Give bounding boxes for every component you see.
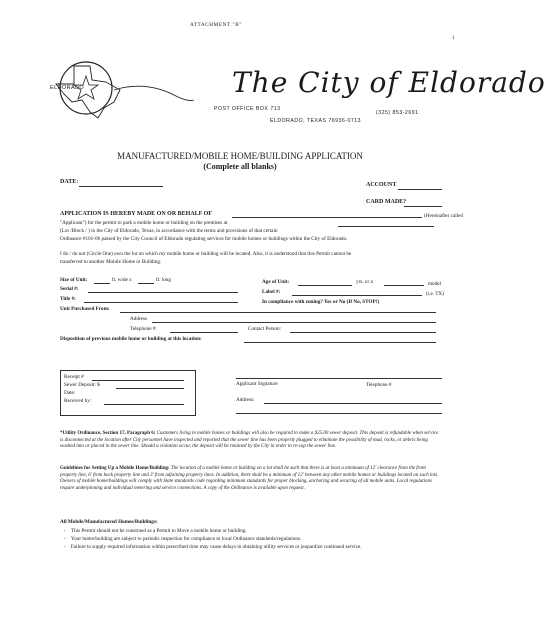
application-line3: (Lot /Block / ) in the City of Eldorado, Texas, in accordance with the terms and provisions of that certain bbox=[60, 228, 278, 234]
applicant-signature-label: Applicant Signature bbox=[236, 381, 278, 387]
premises-field[interactable] bbox=[338, 226, 434, 227]
model-label: model bbox=[428, 281, 441, 287]
purchased-from-field[interactable] bbox=[120, 312, 436, 313]
ownership-line2: transferred to another Mobile Home or Building. bbox=[60, 259, 162, 265]
receipt-label: Receipt # bbox=[64, 374, 84, 380]
application-line4: Ordinance #101-06 passed by the City Council of Eldorado regulating services for mobile homes or buildings within the City of Eldorado. bbox=[60, 236, 348, 242]
account-field[interactable] bbox=[398, 189, 442, 190]
signature-address-field-2[interactable] bbox=[236, 413, 442, 414]
logo-text: ELDORADO bbox=[50, 85, 85, 91]
telephone-label: Telephone #: bbox=[130, 326, 157, 332]
size-label: Size of Unit: bbox=[60, 277, 88, 283]
label-number-label: Label #: bbox=[262, 289, 281, 295]
form-subtitle: (Complete all blanks) bbox=[203, 162, 277, 171]
serial-label: Serial #: bbox=[60, 286, 79, 292]
application-line2: "Applicant") for the permit to park a mobile home or building on the premises at bbox=[60, 220, 228, 226]
page-mark: 1 bbox=[452, 36, 455, 41]
utility-heading: *Utility Ordinance, Section 17, Paragraph 6: bbox=[60, 431, 156, 436]
date-field[interactable] bbox=[79, 186, 163, 187]
received-by-label: Received by: bbox=[64, 398, 92, 404]
city-title: The City of Eldorado bbox=[232, 66, 546, 99]
city-phone: (325) 853-2691 bbox=[376, 110, 419, 116]
list-item: This Permit should not be construed as a Permit to Move a mobile home or building. bbox=[70, 528, 247, 534]
utility-ordinance-paragraph bbox=[60, 431, 442, 451]
city-address: ELDORADO, TEXAS 76936-0713 bbox=[270, 118, 362, 124]
guidelines-paragraph bbox=[60, 466, 442, 492]
all-homes-heading: All Mobile/Manufactured Homes/Buildings: bbox=[60, 519, 158, 525]
signature-telephone-label: Telephone # bbox=[366, 382, 392, 388]
address-label: Address bbox=[130, 316, 148, 322]
age-field[interactable] bbox=[298, 285, 352, 286]
ownership-line1: I do / do not (Circle One) own the lot on which my mobile home or building will be located. Also, it is understood that this Permit cannot be bbox=[60, 251, 352, 257]
list-item: Failure to supply required information within prescribed time may cause delays in obtaining utility services or jeopardize continued service. bbox=[70, 544, 362, 550]
receipt-date-label: Date: bbox=[64, 390, 76, 396]
tx-hint: (i.e. TX) bbox=[426, 291, 444, 297]
account-label: ACCOUNT bbox=[366, 182, 397, 188]
signature-address-field[interactable] bbox=[264, 403, 442, 404]
receipt-field[interactable] bbox=[92, 380, 184, 381]
contact-field[interactable] bbox=[290, 332, 436, 333]
contact-label: Contact Person: bbox=[248, 326, 281, 332]
received-by-field[interactable] bbox=[104, 404, 184, 405]
seller-telephone-field[interactable] bbox=[170, 332, 238, 333]
guidelines-text: The location of a mobile home or building on a lot shall be such that there is at least a minimum of 12' clearance from the front property line, 6' from back property line and 3' from adjoining property lines. In addition, there shall be a minimum of 12' between any other mobile homes or buildings located on such lots. Owners of mobile home/buildings will comply with State standards code regarding minimum standards for proper blocking, anchoring and securing of all mobile units. Local regulations require underpinning and individual metering and service connections. A copy of the Ordinance is available upon request. bbox=[60, 466, 439, 491]
purchased-from-label: Unit Purchased From: bbox=[60, 306, 110, 312]
serial-field[interactable] bbox=[88, 292, 238, 293]
card-made-label: CARD MADE? bbox=[366, 199, 407, 205]
yrs-label: yrs. or a bbox=[356, 279, 373, 285]
application-line1: APPLICATION IS HEREBY MADE ON OR BEHALF OF bbox=[60, 211, 212, 217]
disposition-label: Disposition of previous mobile home or building at this location: bbox=[60, 336, 202, 342]
bullet-3: - Failure to supply required information within prescribed time may cause delays in obtaining utility services or jeopardize continued service. bbox=[64, 544, 362, 550]
title-number-label: Title #: bbox=[60, 296, 76, 302]
signature-address-label: Address: bbox=[236, 397, 255, 403]
sewer-deposit-field[interactable] bbox=[116, 388, 184, 389]
label-number-field[interactable] bbox=[292, 295, 422, 296]
hereinafter-label: (Hereinafter called bbox=[424, 213, 464, 219]
signature-line[interactable] bbox=[236, 378, 442, 379]
date-label: DATE: bbox=[60, 179, 79, 185]
seller-address-field[interactable] bbox=[152, 322, 436, 323]
zoning-label: In compliance with zoning? Yes or No (If No, STOP!) bbox=[262, 299, 380, 305]
list-item: Your home/building are subject to periodic inspection for compliance to local Ordinance standards/regulations. bbox=[70, 536, 302, 542]
bullet-2: - Your home/building are subject to periodic inspection for compliance to local Ordinance standards/regulations. bbox=[64, 536, 302, 542]
applicant-name-field[interactable] bbox=[232, 217, 422, 218]
po-box: POST OFFICE BOX 713 bbox=[214, 106, 281, 112]
bullet-1: - This Permit should not be construed as a Permit to Move a mobile home or building. bbox=[64, 528, 247, 534]
card-made-field[interactable] bbox=[404, 206, 442, 207]
utility-text: Customers living in mobile homes or buildings will also be required to make a $25.00 sewer deposit. This deposit is refundable when service is disconnected at the location after City personnel have inspected and reported that the sewer line has been properly plugged to eliminate the possibility of mud, rocks, or debris being washed into or placed in the sewer line. Should a violation occur, the deposit will be retained by the City in order to re-cap the sewer line. bbox=[60, 431, 439, 450]
title-number-field[interactable] bbox=[84, 302, 238, 303]
guidelines-heading: Guidelines for Setting Up a Mobile Home/Building: bbox=[60, 466, 170, 471]
attachment-label: ATTACHMENT "B" bbox=[190, 22, 243, 28]
length-field[interactable] bbox=[138, 283, 154, 284]
model-year-field[interactable] bbox=[384, 285, 424, 286]
long-label: ft. long bbox=[156, 277, 171, 283]
wide-label: ft. wide x bbox=[112, 277, 132, 283]
form-title: MANUFACTURED/MOBILE HOME/BUILDING APPLICATION bbox=[117, 151, 363, 161]
sewer-deposit-label: Sewer Deposit: $ bbox=[64, 382, 100, 388]
width-field[interactable] bbox=[94, 283, 110, 284]
age-label: Age of Unit: bbox=[262, 279, 290, 285]
disposition-field[interactable] bbox=[244, 342, 436, 343]
